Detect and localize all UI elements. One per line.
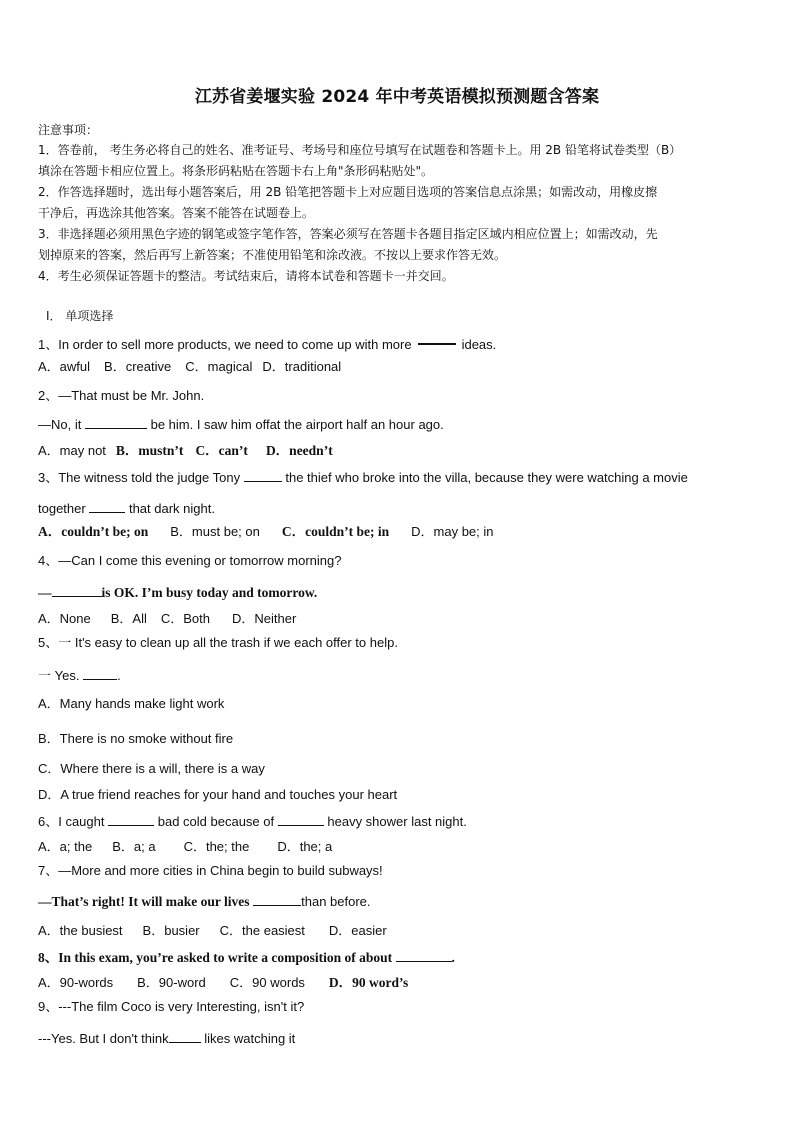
- notice-line: 3．非选择题必须用黑色字迹的钢笔或签字笔作答，答案必须写在答题卡各题目指定区域内相应位置上；如需改动，先: [38, 227, 658, 241]
- option-a: A．awful: [38, 359, 91, 374]
- option-d: D．needn’t: [265, 443, 333, 458]
- answer-blank: [396, 949, 452, 962]
- option-b: B．90-word: [137, 975, 206, 990]
- option-b: B．busier: [142, 923, 200, 938]
- option-a: A．couldn’t be; on: [38, 524, 149, 539]
- question-8-options: [38, 975, 422, 991]
- option-b: B．a; a: [112, 839, 156, 854]
- question-4-line-1: 4、—Can I come this evening or tomorrow morning?: [38, 553, 342, 568]
- question-2-line-1: 2、—That must be Mr. John.: [38, 388, 205, 403]
- page-title: 江苏省姜堰实验 2024 年中考英语模拟预测题含答案: [194, 87, 600, 107]
- question-2-options: [38, 443, 347, 459]
- question-7-options: [38, 923, 401, 939]
- notice-line: 4．考生必须保证答题卡的整洁。考试结束后，请将本试卷和答题卡一并交回。: [38, 269, 454, 283]
- question-5-line-1: 5、一 It's easy to clean up all the trash if we each offer to help.: [38, 635, 398, 650]
- notice-line: 填涂在答题卡相应位置上。将条形码粘贴在答题卡右上角"条形码粘贴处"。: [38, 164, 434, 178]
- notice-line: 划掉原来的答案，然后再写上新答案；不准使用铅笔和涂改液。不按以上要求作答无效。: [38, 248, 507, 262]
- notice-line: 2．作答选择题时，选出每小题答案后，用 2B 铅笔把答题卡上对应题目选项的答案信息点涂黑；如需改动，用橡皮擦: [38, 185, 658, 199]
- answer-blank: [253, 893, 301, 906]
- answer-blank: [89, 500, 125, 513]
- answer-blank: [85, 416, 147, 429]
- question-5-option-a: A．Many hands make light work: [38, 696, 225, 711]
- notice-line: 1．答卷前， 考生务必将自己的姓名、准考证号、考场号和座位号填写在试题卷和答题卡上。用 2B 铅笔将试卷类型（B）: [38, 143, 682, 157]
- option-d: D．traditional: [262, 359, 342, 374]
- question-3-options: [38, 524, 508, 540]
- question-9-line-1: 9、---The film Coco is very Interesting, isn't it?: [38, 999, 305, 1014]
- answer-blank: [169, 1030, 201, 1043]
- question-5-line-2: 一 Yes. .: [38, 668, 121, 683]
- option-d: D．Neither: [232, 611, 297, 626]
- question-5-option-b: B．There is no smoke without fire: [38, 731, 234, 746]
- question-5-option-d: D．A true friend reaches for your hand and touches your heart: [38, 787, 398, 802]
- question-3-line-2: together that dark night.: [38, 501, 215, 516]
- answer-blank: [244, 469, 282, 482]
- option-d: D．easier: [328, 923, 387, 938]
- option-c: C．90 words: [229, 975, 305, 990]
- notice-heading: 注意事项：: [38, 123, 99, 137]
- option-a: A．may not: [38, 443, 106, 458]
- question-6-line-1: 6、I caught bad cold because of heavy shower last night.: [38, 814, 467, 829]
- option-b: B．All: [110, 611, 147, 626]
- question-7-line-1: 7、—More and more cities in China begin to build subways!: [38, 863, 383, 878]
- option-c: C．couldn’t be; in: [281, 524, 390, 539]
- option-b: B．must be; on: [170, 524, 260, 539]
- section-heading: Ⅰ． 单项选择: [46, 309, 114, 323]
- option-b: B．mustn’t: [115, 443, 184, 458]
- option-c: C．magical: [185, 359, 253, 374]
- question-7-line-2: —That’s right! It will make our lives than before.: [38, 894, 371, 909]
- question-2-line-2: —No, it be him. I saw him offat the airport half an hour ago.: [38, 417, 444, 432]
- question-5-option-c: C．Where there is a will, there is a way: [38, 761, 265, 776]
- option-d: D．may be; in: [411, 524, 494, 539]
- answer-blank: [108, 813, 154, 826]
- option-c: C．the; the: [183, 839, 250, 854]
- option-b: B．creative: [104, 359, 172, 374]
- question-9-line-2: ---Yes. But I don't think likes watching it: [38, 1031, 296, 1046]
- answer-blank: [52, 584, 102, 597]
- option-a: A．90-words: [38, 975, 114, 990]
- answer-blank: [418, 343, 456, 345]
- question-1-stem: 1、In order to sell more products, we need to come up with more ideas.: [38, 337, 497, 352]
- answer-blank: [278, 813, 324, 826]
- option-a: A．a; the: [38, 839, 93, 854]
- option-c: C．can’t: [195, 443, 248, 458]
- question-6-options: [38, 839, 346, 855]
- question-3-line-1: 3、The witness told the judge Tony the thief who broke into the villa, because they were watching a movie: [38, 470, 688, 485]
- question-8-line-1: 8、In this exam, you’re asked to write a composition of about .: [38, 950, 455, 965]
- option-a: A．the busiest: [38, 923, 123, 938]
- option-d: D．the; a: [277, 839, 333, 854]
- option-c: C．Both: [160, 611, 211, 626]
- question-4-options: [38, 611, 310, 627]
- option-a: A．None: [38, 611, 91, 626]
- answer-blank: [83, 667, 117, 680]
- question-1-options: [38, 359, 355, 375]
- question-4-line-2: — is OK. I’m busy today and tomorrow.: [38, 585, 318, 600]
- option-d: D．90 word’s: [328, 975, 409, 990]
- option-c: C．the easiest: [219, 923, 305, 938]
- notice-line: 干净后，再选涂其他答案。答案不能答在试题卷上。: [38, 206, 315, 220]
